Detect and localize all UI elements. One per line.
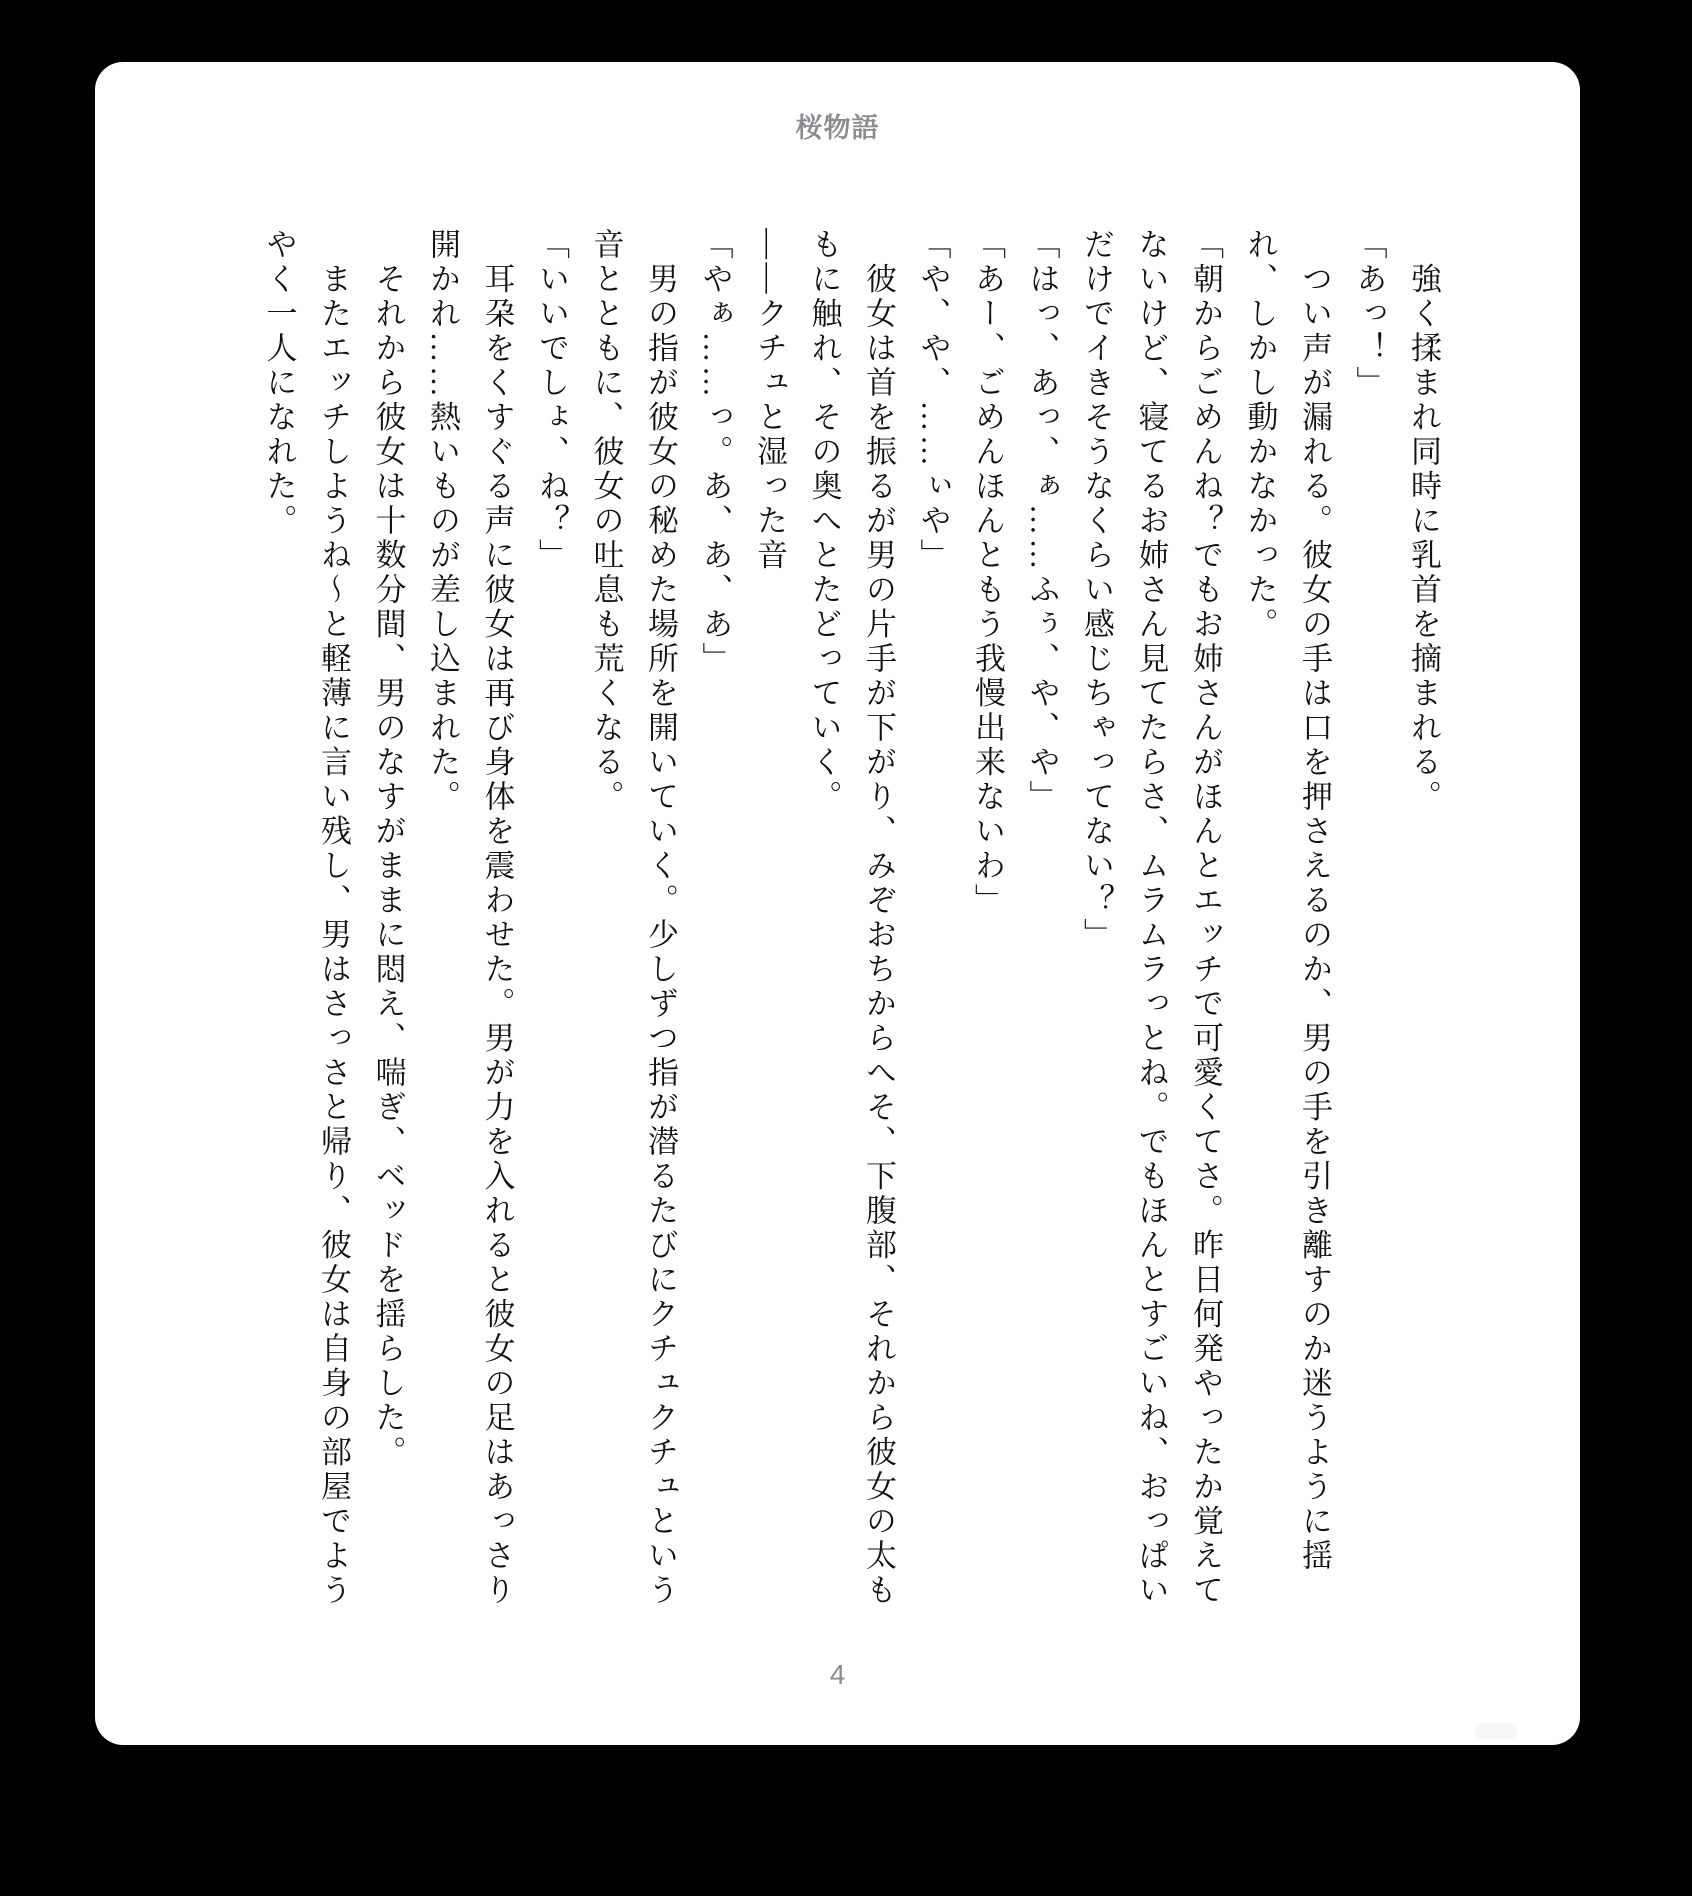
page-curl-shade	[1474, 1723, 1518, 1739]
page-number: 4	[829, 1659, 846, 1690]
text-column: それから彼女は十数分間、男のなすがままに悶え、喘ぎ、ベッドを揺らした。	[370, 228, 406, 1470]
text-column: れ、しかし動かなかった。	[1242, 228, 1278, 642]
text-column: 「あっ！」	[1351, 228, 1387, 401]
book-text	[250, 228, 1450, 1626]
text-column: ――クチュと湿った音	[752, 228, 787, 573]
book-page[interactable]	[95, 62, 1580, 1745]
text-column: 強く揉まれ同時に乳首を摘まれる。	[1406, 228, 1441, 815]
text-column: 「やぁ……っ。あ、あ、あ」	[697, 228, 733, 677]
text-column: またエッチしようね〜と軽薄に言い残し、男はさっさと帰り、彼女は自身の部屋でよう	[316, 228, 351, 1608]
book-title: 桜物語	[795, 113, 880, 143]
text-column: 男の指が彼女の秘めた場所を開いていく。少しずつ指が潜るたびにクチュクチュという	[643, 228, 678, 1608]
text-column: 「や、や、……ぃや」	[915, 228, 951, 573]
text-column: 開かれ……熱いものが差し込まれた。	[425, 228, 460, 815]
text-column: 「あー、ごめんほんともう我慢出来ないわ」	[970, 228, 1005, 918]
text-column: 音とともに、彼女の吐息も荒くなる。	[588, 228, 624, 815]
text-column: 彼女は首を振るが男の片手が下がり、みぞおちからへそ、下腹部、それから彼女の太も	[861, 228, 896, 1608]
text-column: もに触れ、その奥へとたどっていく。	[806, 228, 842, 815]
text-column: だけでイきそうなくらい感じちゃってない？」	[1079, 228, 1114, 953]
text-column: 「朝からごめんね？でもお姉さんがほんとエッチで可愛くてさ。昨日何発やったか覚えて	[1188, 228, 1223, 1608]
text-column: 「はっ、あっ、ぁ……ふぅ、や、や」	[1024, 228, 1060, 815]
text-column: つい声が漏れる。彼女の手は口を押さえるのか、男の手を引き離すのか迷うように揺	[1297, 228, 1332, 1574]
text-column: 「いいでしょ、ね？」	[534, 228, 569, 573]
text-column: やく一人になれた。	[261, 228, 297, 539]
text-column: 耳朶をくすぐる声に彼女は再び身体を震わせた。男が力を入れると彼女の足はあっさり	[479, 228, 515, 1608]
text-column: ないけど、寝てるお姉さん見てたらさ、ムラムラっとね。でもほんとすごいね、おっぱい	[1133, 228, 1169, 1608]
